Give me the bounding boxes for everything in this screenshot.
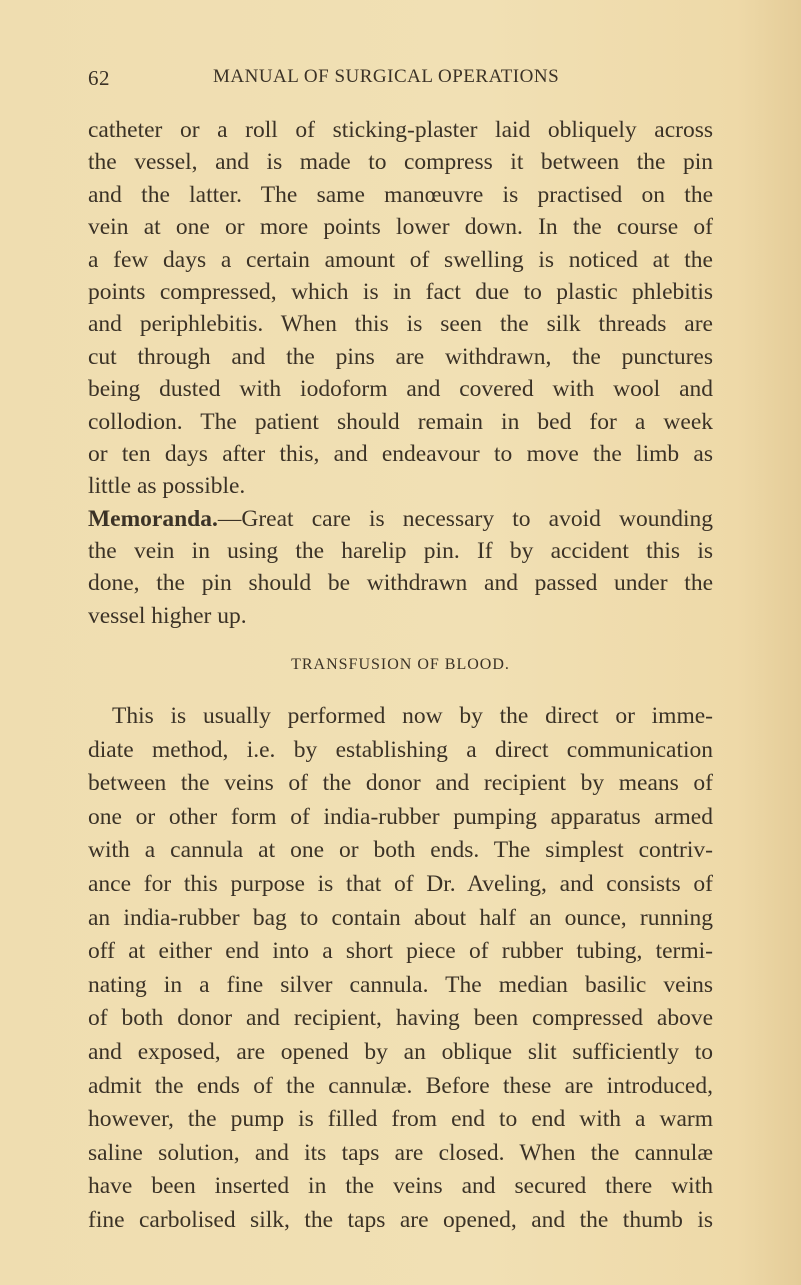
body-text-upper <box>88 114 713 632</box>
text-line: have been inserted in the veins and secured there with <box>88 1173 713 1200</box>
text-line: fine carbolised silk, the taps are opened, and the thumb is <box>88 1206 713 1233</box>
memoranda-line <box>88 503 713 535</box>
text-line: collodion. The patient should remain in bed for a week <box>88 408 713 435</box>
text-line: with a cannula at one or both ends. The simplest contriv- <box>88 837 713 864</box>
text-line: or ten days after this, and endeavour to move the limb as <box>88 440 713 467</box>
text-line: ance for this purpose is that of Dr. Aveling, and consists of <box>88 870 713 897</box>
text-line: points compressed, which is in fact due to plastic phlebitis <box>88 278 713 305</box>
text-line: little as possible. <box>88 473 246 500</box>
text-line: and periphlebitis. When this is seen the silk threads are <box>88 311 713 338</box>
text-line: saline solution, and its taps are closed. When the cannulæ <box>88 1139 713 1166</box>
text-line: being dusted with iodoform and covered with wool and <box>88 376 713 403</box>
text-line: of both donor and recipient, having been compressed above <box>88 1005 713 1032</box>
text-line: however, the pump is filled from end to end with a warm <box>88 1106 713 1133</box>
text-line: off at either end into a short piece of rubber tubing, termi- <box>88 938 713 965</box>
text-line: the vessel, and is made to compress it between the pin <box>88 149 713 176</box>
text-line: one or other form of india-rubber pumping apparatus armed <box>88 803 713 830</box>
body-text-lower <box>88 700 713 1238</box>
text-line: nating in a fine silver cannula. The median basilic veins <box>88 971 713 998</box>
page-number: 62 <box>88 66 110 90</box>
text-line: admit the ends of the cannulæ. Before these are introduced, <box>88 1072 713 1099</box>
memoranda-label: Memoranda. <box>88 505 218 532</box>
text-line: —Great care is necessary to avoid wounding <box>217 505 713 532</box>
text-line: the vein in using the harelip pin. If by accident this is <box>88 538 713 565</box>
text-line: and exposed, are opened by an oblique slit sufficiently to <box>88 1038 713 1065</box>
text-line: catheter or a roll of sticking-plaster laid obliquely across <box>88 117 713 143</box>
text-line: vein at one or more points lower down. In the course of <box>88 214 713 241</box>
text-line: between the veins of the donor and recipient by means of <box>88 770 713 797</box>
text-line: cut through and the pins are withdrawn, the punctures <box>88 343 713 370</box>
text-line: and the latter. The same manœuvre is practised on the <box>88 181 713 208</box>
text-line: This is usually performed now by the direct or imme- <box>112 703 713 729</box>
running-title: MANUAL OF SURGICAL OPERATIONS <box>213 66 560 87</box>
text-line: an india-rubber bag to contain about half an ounce, running <box>88 904 713 931</box>
text-line: vessel higher up. <box>88 602 247 629</box>
text-line: done, the pin should be withdrawn and passed under the <box>88 570 713 597</box>
text-line: diate method, i.e. by establishing a direct communication <box>88 736 713 763</box>
section-heading: TRANSFUSION OF BLOOD. <box>291 656 510 673</box>
text-line: a few days a certain amount of swelling is noticed at the <box>88 246 713 273</box>
